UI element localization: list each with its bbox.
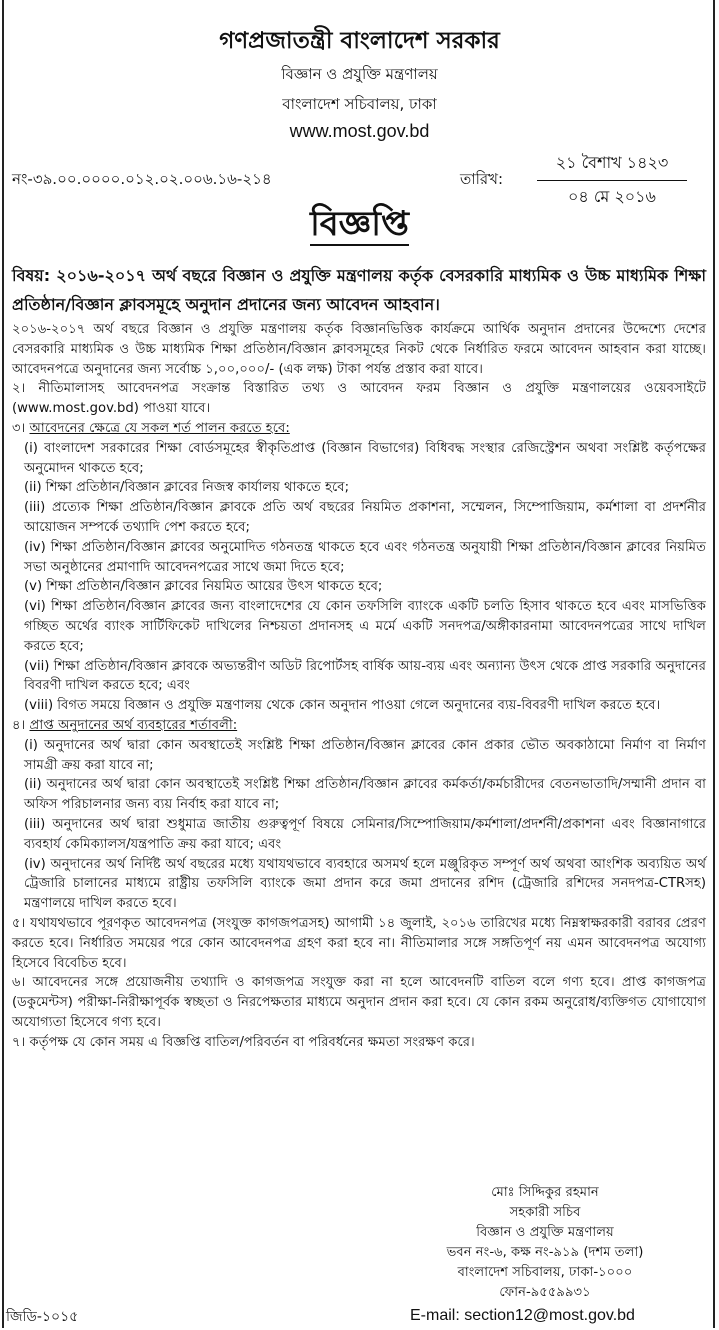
notice-title-text: বিজ্ঞপ্তি	[310, 204, 409, 244]
usage-condition-item: (iv) অনুদানের অর্থ নির্দিষ্ট অর্থ বছরের মধ্যে যথাযথভাবে ব্যবহারে অসমর্থ হলে মঞ্জুরিকৃত সম্পূর্ণ অর্থ অথবা আংশিক অব্যয়িত অর্থ ট্রেজারি চালানের মাধ্যমে রাষ্ট্রীয় তফসিলি ব্যাংকে জমা প্রদান করে জমা প্রদানের রশিদ (ট্রেজারি রশিদের সনদপত্র-CTRসহ) মন্ত্রণালয়ে দাখিল করতে হবে।	[24, 856, 706, 912]
paragraph-1: ২০১৬-২০১৭ অর্থ বছরে বিজ্ঞান ও প্রযুক্তি মন্ত্রণালয় কর্তৃক বিজ্ঞানভিত্তিক কার্যক্রমে আর্থিক অনুদান প্রদানের উদ্দেশ্যে দেশের বেসরকারি মাধ্যমিক ও উচ্চ মাধ্যমিক শিক্ষা প্রতিষ্ঠান/বিজ্ঞান ক্লাবসমূহের নিকট থেকে নির্ধারিত ফরমে আবেদন আহবান করা যাচ্ছে। আবেদনপত্রে অনুদানের জন্য সর্বোচ্চ ১,০০,০০০/- (এক লক্ষ) টাকা পর্যন্ত প্রস্তাব করা যাবে।	[12, 322, 706, 377]
subject-line: বিষয়: ২০১৬-২০১৭ অর্থ বছরে বিজ্ঞান ও প্রযুক্তি মন্ত্রণালয় কর্তৃক বেসরকারি মাধ্যমিক ও উচ্চ মাধ্যমিক শিক্ষা প্রতিষ্ঠান/বিজ্ঞান ক্লাবসমূহে অনুদান প্রদানের জন্য আবেদন আহবান।	[12, 266, 706, 314]
govt-title: গণপ্রজাতন্ত্রী বাংলাদেশ সরকার	[219, 28, 500, 54]
condition-item: (ii) শিক্ষা প্রতিষ্ঠান/বিজ্ঞান ক্লাবের নিজস্ব কার্যালয় থাকতে হবে;	[24, 480, 350, 496]
condition-item: (viii) বিগত সময়ে বিজ্ঞান ও প্রযুক্তি মন্ত্রণালয় থেকে কোন অনুদান পাওয়া গেলে অনুদানের ব্যয়-বিবরণী দাখিল করতে হবে।	[24, 698, 661, 714]
usage-condition-item: (i) অনুদানের অর্থ দ্বারা কোন অবস্থাতেই সংশ্লিষ্ট শিক্ষা প্রতিষ্ঠান/বিজ্ঞান ক্লাবের কোন প্রকার ভৌত অবকাঠামো নির্মাণ বা নির্মাণ সামগ্রী ক্রয় করা যাবে না;	[24, 737, 706, 773]
gd-number: জিডি-১০১৫	[6, 1309, 79, 1325]
section-4-heading	[12, 716, 706, 736]
condition-item: (v) শিক্ষা প্রতিষ্ঠান/বিজ্ঞান ক্লাবের নিয়মিত আয়ের উৎস থাকতে হবে;	[24, 579, 383, 595]
date-english: ০৪ মে ২০১৬	[568, 187, 656, 206]
section-4-title: প্রাপ্ত অনুদানের অর্থ ব্যবহারের শর্তাবলী:	[29, 717, 238, 733]
signatory-phone: ফোন-৯৫৫৯৯৩১	[499, 1285, 591, 1300]
signatory-building: ভবন নং-৬, কক্ষ নং-৯১৯ (দশম তলা)	[446, 1245, 644, 1260]
signatory-address: বাংলাদেশ সচিবালয়, ঢাকা-১০০০	[457, 1265, 633, 1280]
ministry-address: বাংলাদেশ সচিবালয়, ঢাকা	[282, 95, 437, 113]
ministry-website: www.most.gov.bd	[289, 121, 430, 141]
reference-number: নং-৩৯.০০.০০০০.০১২.০২.০০৬.১৬-২১৪	[12, 170, 272, 188]
usage-condition-item: (ii) অনুদানের অর্থ দ্বারা কোন অবস্থাতেই সংশ্লিষ্ট শিক্ষা প্রতিষ্ঠান/বিজ্ঞান ক্লাবের কর্মকর্তা/কর্মচারীদের বেতনভাতাদি/সম্মানী প্রদান বা অফিস পরিচালনার জন্য ব্যয় নির্বাহ করা যাবে না;	[24, 777, 706, 813]
condition-item: (vii) শিক্ষা প্রতিষ্ঠান/বিজ্ঞান ক্লাবকে অভ্যন্তরীণ অডিট রিপোর্টসহ বার্ষিক আয়-ব্যয় এবং অন্যান্য উৎস থেকে প্রাপ্ত সরকারি অনুদানের বিবরণী দাখিল করতে হবে; এবং	[24, 658, 706, 694]
section-3-number: ৩।	[12, 420, 26, 436]
condition-item: (i) বাংলাদেশ সরকারের শিক্ষা বোর্ডসমূহের স্বীকৃতিপ্রাপ্ত (বিজ্ঞান বিভাগের) বিধিবদ্ধ সংস্থার রেজিস্ট্রেশন অথবা সংশ্লিষ্ট কর্তৃপক্ষের অনুমোদন থাকতে হবে;	[24, 440, 706, 476]
date-label: তারিখ:	[460, 170, 504, 188]
notice-body	[12, 320, 706, 1052]
condition-item: (iii) প্রত্যেক শিক্ষা প্রতিষ্ঠান/বিজ্ঞান ক্লাবকে প্রতি অর্থ বছরের নিয়মিত প্রকাশনা, সম্মেলন, সিম্পোজিয়াম, কর্মশালা বা প্রদর্শনীর আয়োজন সম্পর্কে তথ্যাদি পেশ করতে হবে;	[24, 500, 706, 535]
signature-block	[395, 1183, 695, 1303]
usage-condition-item: (iii) অনুদানের অর্থ দ্বারা শুধুমাত্র জাতীয় গুরুত্বপূর্ণ বিষয়ে সেমিনার/সিম্পোজিয়াম/কর্মশালা/প্রদর্শনী/প্রকাশনা এবং বিজ্ঞানাগারে ব্যবহার্য কেমিক্যালস/যন্ত্রপাতি ক্রয় করা যাবে; এবং	[24, 816, 706, 852]
date-bangla: ২১ বৈশাখ ১৪২৩	[537, 150, 687, 181]
notice-title	[0, 198, 719, 255]
paragraph-5: ৫। যথাযথভাবে পূরণকৃত আবেদনপত্র (সংযুক্ত কাগজপত্রসহ) আগামী ১৪ জুলাই, ২০১৬ তারিখের মধ্যে নিম্নস্বাক্ষরকারী বরাবর প্রেরণ করতে হবে। নির্ধারিত সময়ের পরে কোন আবেদনপত্র গ্রহণ করা হবে না। নীতিমালার সঙ্গে সঙ্গতিপূর্ণ নয় এমন আবেদনপত্র অযোগ্য হিসেবে বিবেচিত হবে।	[12, 915, 706, 971]
section-3-heading	[12, 419, 706, 439]
paragraph-2: ২। নীতিমালাসহ আবেদনপত্র সংক্রান্ত বিস্তারিত তথ্য ও আবেদন ফরম বিজ্ঞান ও প্রযুক্তি মন্ত্রণালয়ের ওয়েবসাইটে (www.most.gov.bd) পাওয়া যাবে।	[12, 381, 706, 417]
condition-item: (iv) শিক্ষা প্রতিষ্ঠান/বিজ্ঞান ক্লাবের অনুমোদিত গঠনতন্ত্র থাকতে হবে এবং গঠনতন্ত্র অনুযায়ী শিক্ষা প্রতিষ্ঠান/বিজ্ঞান ক্লাবের নিয়মিত সভা অনুষ্ঠানের প্রমাণাদি আবেদনপত্রের সাথে জমা দিতে হবে;	[24, 539, 706, 575]
ministry-name: বিজ্ঞান ও প্রযুক্তি মন্ত্রণালয়	[281, 65, 438, 83]
signatory-email[interactable]: E-mail: section12@most.gov.bd	[410, 1307, 635, 1324]
signatory-designation: সহকারী সচিব	[509, 1205, 581, 1220]
paragraph-6: ৬। আবেদনের সঙ্গে প্রয়োজনীয় তথ্যাদি ও কাগজপত্র সংযুক্ত করা না হলে আবেদনটি বাতিল বলে গণ্য হবে। প্রাপ্ত কাগজপত্র (ডকুমেন্টস) পরীক্ষা-নিরীক্ষাপূর্বক স্বচ্ছতা ও নিরপেক্ষতার মাধ্যমে অনুদান প্রদান করা হবে। যে কোন রকম অনুরোধ/ব্যক্তিগত যোগাযোগ অযোগ্যতা হিসেবে গণ্য হবে।	[12, 975, 706, 1030]
section-3-title: আবেদনের ক্ষেত্রে যে সকল শর্ত পালন করতে হবে:	[29, 420, 290, 436]
signatory-name: মোঃ সিদ্দিকুর রহমান	[491, 1185, 599, 1200]
signatory-ministry: বিজ্ঞান ও প্রযুক্তি মন্ত্রণালয়	[476, 1225, 614, 1240]
section-4-number: ৪।	[12, 717, 26, 733]
paragraph-7: ৭। কর্তৃপক্ষ যে কোন সময় এ বিজ্ঞপ্তি বাতিল/পরিবর্তন বা পরিবর্ধনের ক্ষমতা সংরক্ষণ করে।	[12, 1034, 475, 1050]
condition-item: (vi) শিক্ষা প্রতিষ্ঠান/বিজ্ঞান ক্লাবের জন্য বাংলাদেশের যে কোন তফসিলি ব্যাংকে একটি চলতি হিসাব থাকতে হবে এবং মাসভিত্তিক গচ্ছিত অর্থের ব্যাংক সার্টিফিকেট দাখিলের নিশ্চয়তা প্রদানসহ এ মর্মে একটি সনদপত্র/অঙ্গীকারনামা আবেদনপত্রের সাথে দাখিল করতে হবে;	[24, 599, 706, 654]
